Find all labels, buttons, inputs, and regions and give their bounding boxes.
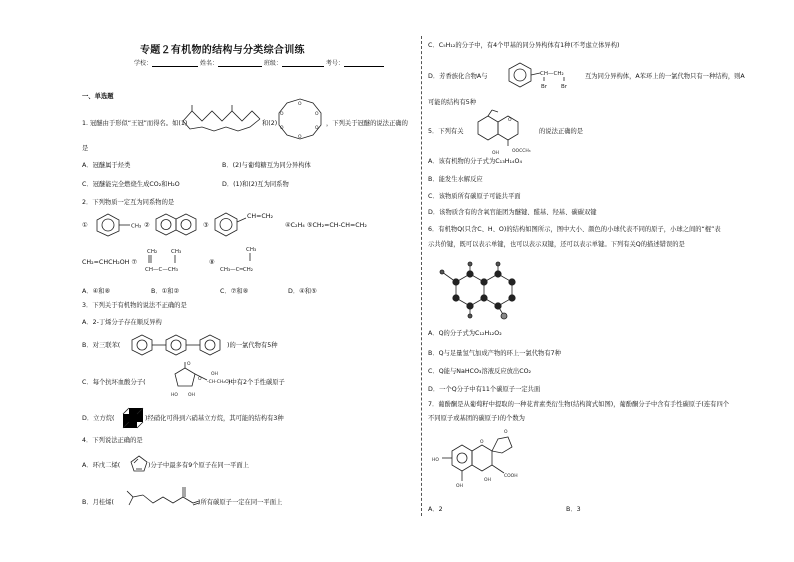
svg-text:O: O — [280, 112, 284, 117]
svg-text:CH₃: CH₃ — [171, 249, 182, 255]
ascorbic-acid-structure — [163, 360, 233, 404]
q1-option-c[interactable]: C．冠醚能完全燃烧生成CO₂和H₂O — [82, 181, 180, 188]
q1-option-b[interactable]: B．(2)与葡萄糖互为同分异构体 — [222, 162, 311, 169]
q5-stem-a: 5．下列有关 — [428, 128, 464, 135]
q2-stem: 2．下列物质一定互为同系物的是 — [82, 199, 175, 206]
q2-option-a[interactable]: A．④和⑧ — [82, 288, 111, 295]
q5-option-a[interactable]: A．该有机物的分子式为C₁₃H₁₄O₄ — [428, 158, 522, 165]
grape-seed-phenol-structure — [428, 425, 524, 505]
q6-option-a[interactable]: A．Q的分子式为C₁₂H₁₂O₂ — [428, 330, 502, 337]
dibromo-ethylbenzene-structure — [506, 60, 584, 90]
q2-option-b[interactable]: B．①和② — [151, 288, 180, 295]
myrcene-structure — [125, 483, 201, 513]
q4-option-a-b: )分子中最多有9个原子在同一平面上 — [148, 462, 249, 469]
cyclopentadiene-structure — [130, 455, 148, 473]
name-field[interactable] — [218, 59, 262, 67]
q5-option-b[interactable]: B．能发生水解反应 — [428, 176, 483, 183]
styrene-ring — [212, 211, 248, 237]
ball-and-stick-model-q — [428, 258, 524, 322]
q5-stem-b: 的说法正确的是 — [539, 128, 584, 135]
svg-text:O: O — [298, 135, 302, 140]
q7-stem-line2: 不同原子或基团的碳原子)的个数为 — [428, 415, 525, 422]
p-terphenyl-structure — [128, 333, 232, 357]
svg-text:O: O — [198, 377, 202, 382]
q3-option-b-a[interactable]: B．对三联苯( — [82, 342, 121, 349]
q2-item3-label: CH=CH₂ — [247, 213, 274, 220]
q1-option-d[interactable]: D．(1)和(2)互为同系物 — [222, 181, 289, 188]
q1-stem-c: ，下列关于冠醚的说法正确的 — [326, 120, 408, 127]
svg-text:HO: HO — [171, 393, 178, 398]
svg-text:O: O — [315, 126, 319, 131]
q3-option-a[interactable]: A．2-丁烯分子存在顺反异构 — [82, 319, 162, 326]
svg-text:OH: OH — [492, 151, 499, 156]
q5-option-c[interactable]: C．该物质所有碳原子可能共平面 — [428, 193, 521, 200]
svg-text:CH₂: CH₂ — [147, 249, 158, 255]
q2-item7-structure — [143, 243, 209, 277]
q1-stem-b: 和(2) — [262, 120, 278, 127]
q4-option-d-c: 可能的结构有5种 — [428, 99, 477, 106]
q3-stem: 3．下列关于有机物的说法不正确的是 — [82, 302, 187, 309]
q4-option-b-b: )所有碳原子一定在同一平面上 — [198, 499, 283, 506]
q7-option-b[interactable]: B．3 — [566, 506, 581, 513]
q3-option-b-b: )的一氯代物有5种 — [227, 342, 278, 349]
student-info-line — [134, 58, 384, 67]
svg-text:CH—CH₂: CH—CH₂ — [540, 71, 564, 77]
svg-text:CH—C—CH₃: CH—C—CH₃ — [145, 267, 178, 273]
q4-option-d-a[interactable]: D．芳香族化合物A与 — [428, 73, 488, 80]
svg-text:CH₃: CH₃ — [246, 247, 257, 253]
q6-option-c[interactable]: C．Q能与NaHCO₃溶液反应放出CO₂ — [428, 368, 532, 375]
svg-text:O: O — [504, 430, 508, 435]
q4-option-c[interactable]: C．C₅H₁₂的分子中，有4个甲基的同分异构体有1种(不考虑立体异构) — [428, 42, 620, 49]
svg-text:OH: OH — [188, 393, 195, 398]
crown-ether-1-structure — [178, 101, 266, 135]
q4-option-a-a[interactable]: A．环戊二烯( — [82, 462, 121, 469]
svg-text:Br: Br — [541, 84, 548, 90]
svg-text:O: O — [280, 126, 284, 131]
q3-option-d-a[interactable]: D．立方烷( — [82, 415, 115, 422]
q2-item6: CH₂=CHCH₂OH ⑦ — [82, 259, 138, 266]
exam-no-field[interactable] — [344, 59, 384, 67]
naphthalene-structure — [154, 212, 200, 236]
name-label: 姓名： — [199, 60, 218, 67]
svg-text:COOH: COOH — [504, 474, 518, 479]
q3-option-c-a[interactable]: C．每个抗坏血酸分子( — [82, 379, 146, 386]
svg-text:OH: OH — [484, 478, 491, 483]
svg-text:O: O — [315, 112, 319, 117]
svg-text:OOCCH₃: OOCCH₃ — [512, 149, 531, 154]
q4-option-d-b: 互为同分异构体，A苯环上的一氯代物只有一种结构，则A — [585, 73, 745, 80]
svg-text:O: O — [187, 362, 191, 367]
svg-text:O: O — [298, 102, 302, 107]
q5-option-d[interactable]: D．该物质含有的含氧官能团为醚键、醛基、羟基、碳碳双键 — [428, 209, 597, 216]
page-title: 专题２有机物的结构与分类综合训练 — [140, 45, 305, 56]
q2-item3-number: ③ — [203, 222, 209, 229]
q1-stem-d: 是 — [82, 145, 89, 152]
q2-item2-number: ② — [144, 222, 150, 229]
q2-option-c[interactable]: C．⑦和⑧ — [220, 288, 249, 295]
svg-text:O: O — [480, 440, 484, 445]
q6-option-d[interactable]: D．一个Q分子中有11个碳原子一定共面 — [428, 386, 541, 393]
q7-stem-line1: 7．葡酚酮是从葡萄籽中提取的一种花青素类衍生物(结构简式如图)，葡酚酮分子中含有手性碳原子(连有四个 — [428, 401, 730, 408]
q6-stem-line1: 6．有机物Q(只含C、H、O)的结构如图所示，图中大小、颜色的小球代表不同的原子，小球之间的“棍”表 — [428, 226, 721, 233]
svg-text:CH₃—C═CH₂: CH₃—C═CH₂ — [220, 267, 254, 273]
section-heading: 一、单选题 — [82, 93, 114, 100]
svg-text:OH: OH — [456, 484, 463, 489]
class-label: 班级： — [263, 60, 282, 67]
svg-text:Br: Br — [561, 84, 568, 90]
school-label: 学校： — [134, 60, 153, 67]
q3-option-d-b: )经硝化可得到六硝基立方烷，其可能的结构有3种 — [145, 415, 284, 422]
q2-option-d[interactable]: D．④和⑤ — [288, 288, 317, 295]
svg-text:HO: HO — [432, 458, 439, 463]
cubane-structure — [121, 406, 145, 430]
q2-item8-number: ⑧ — [209, 259, 215, 266]
q2-item4-5: ④C₂H₄ ⑤CH₂=CH-CH=CH₂ — [285, 222, 367, 229]
crown-ether-2-structure — [275, 97, 325, 141]
q2-item8-structure — [218, 243, 288, 277]
exam-no-label: 考号： — [325, 60, 344, 67]
q1-option-a[interactable]: A．冠醚属于烃类 — [82, 162, 131, 169]
q3-option-c-b: )中有2个手性碳原子 — [228, 379, 285, 386]
svg-text:OH: OH — [211, 372, 218, 377]
toluene-structure — [92, 212, 150, 236]
q5-structure — [466, 110, 532, 156]
svg-text:O: O — [508, 118, 512, 123]
q4-stem: 4．下列说法正确的是 — [82, 437, 143, 444]
q2-item1-number: ① — [82, 222, 88, 229]
class-field[interactable] — [282, 59, 324, 67]
q1-stem-a: 1. 冠醚由于形似“王冠”而得名。如(1) — [82, 120, 188, 127]
q7-option-a[interactable]: A．2 — [428, 506, 443, 513]
column-divider — [421, 36, 422, 516]
q6-option-b[interactable]: B．Q与足量氢气加成产物的环上一氯代物有7种 — [428, 350, 561, 357]
svg-text:CH₃: CH₃ — [131, 223, 142, 230]
q6-stem-line2: 示共价键，既可以表示单键，也可以表示双键，还可以表示单键。下列有关Q的描述错误的是 — [428, 241, 685, 248]
svg-text:-CH-CH₂OH: -CH-CH₂OH — [207, 380, 233, 385]
school-field[interactable] — [152, 59, 198, 67]
q4-option-b-a[interactable]: B．月桂烯( — [82, 499, 114, 506]
